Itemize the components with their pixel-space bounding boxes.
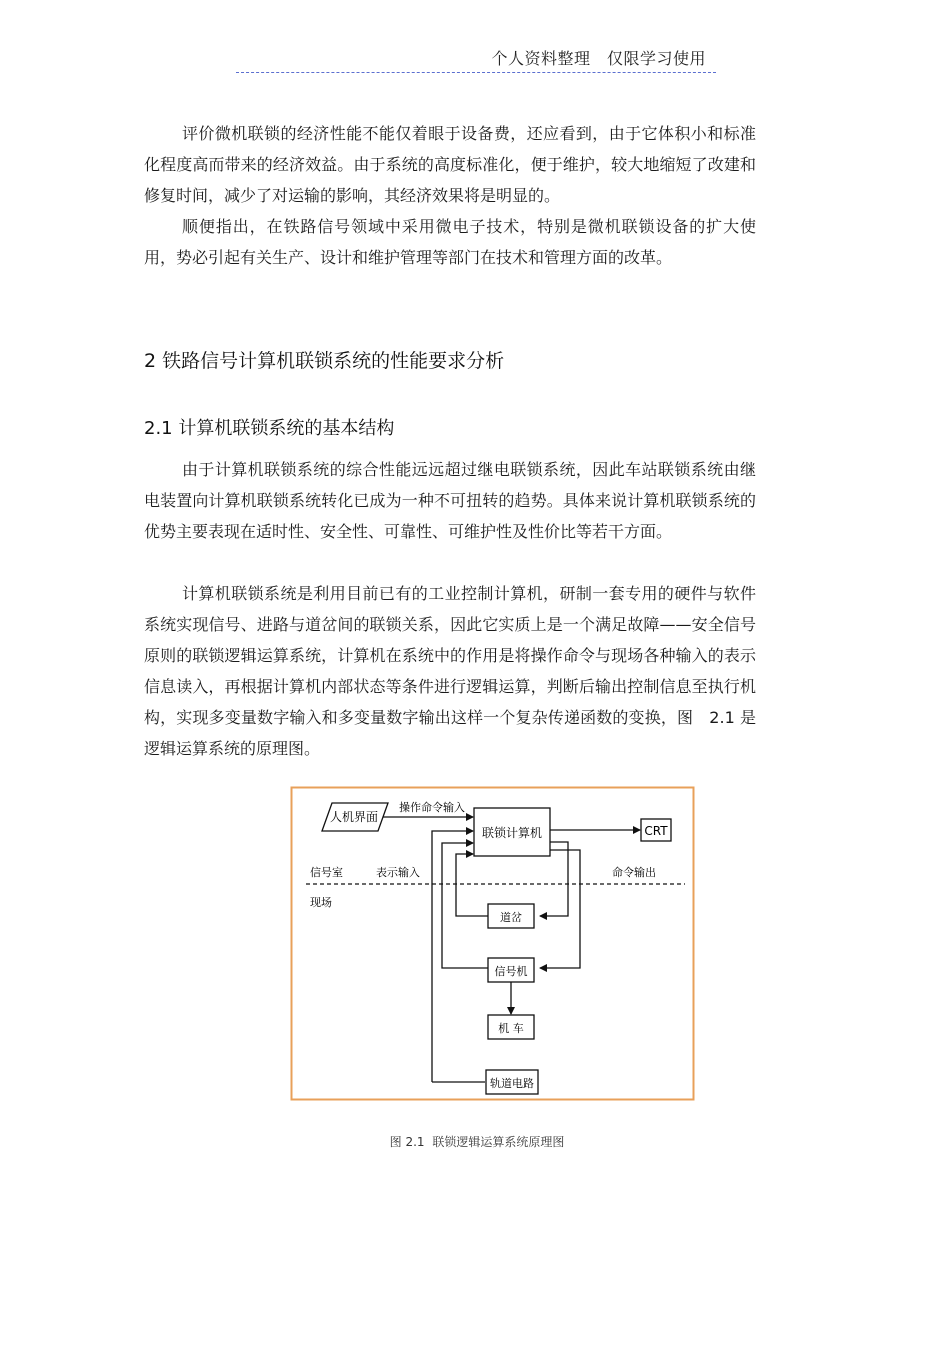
hmi-label: 人机界面 <box>329 810 379 824</box>
crt-label: CRT <box>644 824 668 838</box>
computer-label: 联锁计算机 <box>481 826 543 840</box>
page-header <box>236 44 716 73</box>
signal-room-label: 信号室 <box>310 866 343 879</box>
switch-label: 道岔 <box>500 911 522 924</box>
subsection-heading: 2.1 计算机联锁系统的基本结构 <box>144 418 395 439</box>
track-circuit-label: 轨道电路 <box>490 1077 534 1090</box>
figure-caption <box>0 1133 950 1150</box>
caption-title: 联锁逻辑运算系统原理图 <box>432 1135 565 1149</box>
indication-input-label: 表示输入 <box>376 866 420 879</box>
locomotive-label: 机 车 <box>498 1022 524 1035</box>
signal-label: 信号机 <box>494 965 528 978</box>
op-input-label: 操作命令输入 <box>399 801 465 814</box>
caption-number: 图 2.1 <box>389 1135 425 1149</box>
header-text: 个人资料整理 仅限学习使用 <box>491 49 706 68</box>
paragraph-principle: 计算机联锁系统是利用目前已有的工业控制计算机，研制一套专用的硬件与软件系统实现信号、进路与道岔间的联锁关系，因此它实质上是一个满足故障——安全信号原则的联锁逻辑运算系统，计算机在系统中的作用是将操作命令与现场各种输入的表示信息读入，再根据计算机内部状态等条件进行逻辑运算，判断后输出控制信息至执行机构，实现多变量数字输入和多变量数字输出这样一个复杂传递函数的变换，图 2.1 是逻辑运算系统的原理图。 <box>144 584 756 758</box>
field-label: 现场 <box>310 896 332 909</box>
paragraph-advantages: 由于计算机联锁系统的综合性能远远超过继电联锁系统，因此车站联锁系统由继电装置向计算机联锁系统转化已成为一种不可扭转的趋势。具体来说计算机联锁系统的优势主要表现在适时性、安全性、可靠性、可维护性及性价比等若干方面。 <box>144 460 756 541</box>
paragraph-microelectronics: 顺便指出，在铁路信号领域中采用微电子技术，特别是微机联锁设备的扩大使用，势必引起有关生产、设计和维护管理等部门在技术和管理方面的改革。 <box>144 217 756 267</box>
diagram-svg <box>290 786 695 1101</box>
section-heading: 2 铁路信号计算机联锁系统的性能要求分析 <box>144 350 505 372</box>
command-output-label: 命令输出 <box>612 866 656 879</box>
interlocking-diagram <box>290 786 695 1101</box>
paragraph-economics: 评价微机联锁的经济性能不能仅着眼于设备费，还应看到，由于它体积小和标准化程度高而带来的经济效益。由于系统的高度标准化，便于维护，较大地缩短了改建和修复时间，减少了对运输的影响，其经济效果将是明显的。 <box>144 124 756 205</box>
